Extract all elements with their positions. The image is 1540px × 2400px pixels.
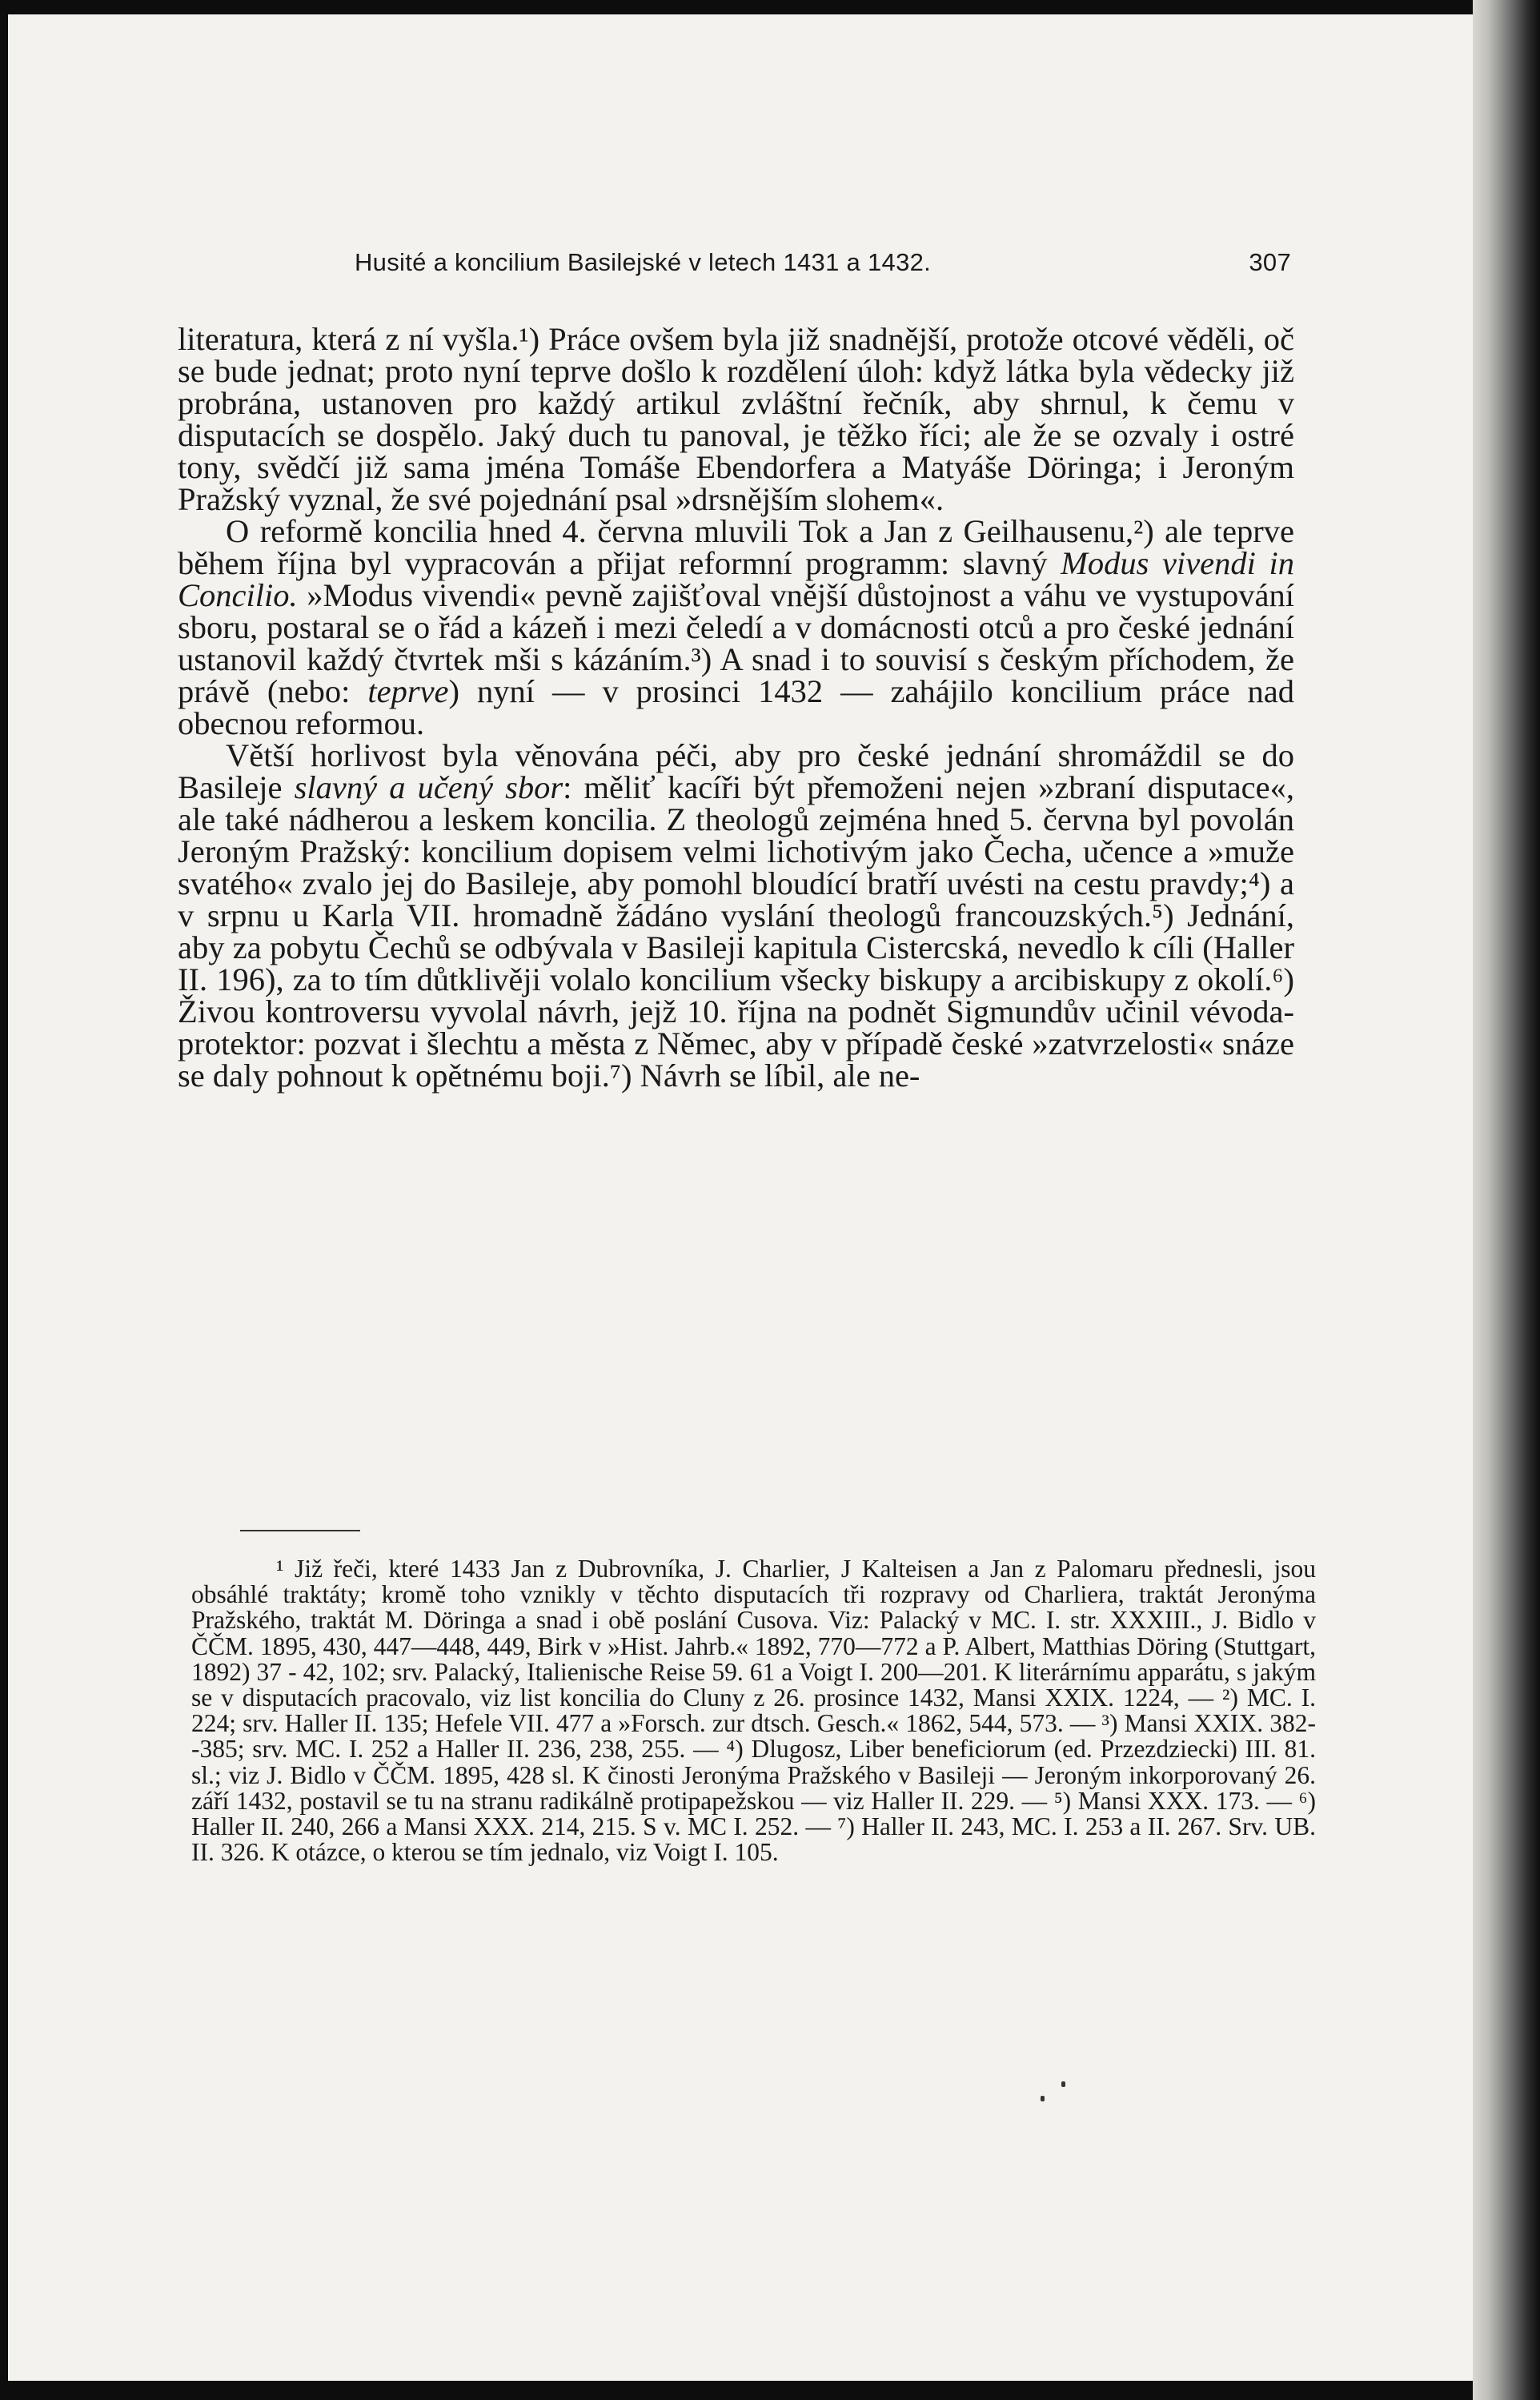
print-speck <box>1041 2096 1045 2101</box>
running-title: Husité a koncilium Basilejské v letech 1431 a 1432. <box>355 248 932 276</box>
paragraph-2-part-c: ) nyní — v prosinci 1432 — zahájilo koncilium práce nad obecnou reformou. <box>178 673 1294 741</box>
paragraph-2 <box>178 513 1294 741</box>
paragraph-1: literatura, která z ní vyšla.¹) Práce ovšem byla již snadnější, protože otcové věděli, oč se bude jednat; proto nyní teprve došlo k rozdělení úloh: když látka byla vědecky již probrána, ustanoven pro každý artikul zvláštní řečník, aby shrnul, k čemu v disputacích se dospělo. Jaký duch tu panoval, je těžko říci; ale že se ozvaly i ostré tony, svědčí již sama jména Tomáše Ebendorfera a Matyáše Döringa; i Jeroným Pražský vyznal, že své pojednání psal »drsnějším slohem«. <box>178 321 1294 517</box>
page-number: 307 <box>1249 248 1291 276</box>
running-header <box>355 247 1291 279</box>
footnote-text: ¹ Již řeči, které 1433 Jan z Dubrovníka, J. Charlier, J Kalteisen a Jan z Palomaru přednesli, jsou obsáhlé traktáty; kromě toho vznikly v těchto disputacích tři rozpravy od Charliera, traktát Jeronýma Pražského, traktát M. Döringa a snad i obě poslání Cusova. Viz: Palacký v MC. I. str. XXXIII., J. Bidlo v ČČM. 1895, 430, 447—448, 449, Birk v »Hist. Jahrb.« 1892, 770—772 a P. Albert, Matthias Döring (Stuttgart, 1892) 37 - 42, 102; srv. Palacký, Italienische Reise 59. 61 a Voigt I. 200—201. K literárnímu apparátu, s jakým se v disputacích pracovalo, viz list koncilia do Cluny z 26. prosince 1432, Mansi XXIX. 1224, — ²) MC. I. 224; srv. Haller II. 135; Hefele VII. 477 a »Forsch. zur dtsch. Gesch.« 1862, 544, 573. — ³) Mansi XXIX. 382--385; srv. MC. I. 252 a Haller II. 236, 238, 255. — ⁴) Dlugosz, Liber beneficiorum (ed. Przezdziecki) III. 81. sl.; viz J. Bidlo v ČČM. 1895, 428 sl. K činosti Jeronýma Pražského v Basileji — Jeroným inkorporovaný 26. září 1432, postavil se tu na stranu radikálně protipapežskou — viz Haller II. 229. — ⁵) Mansi XXX. 173. — ⁶) Haller II. 240, 266 a Mansi XXX. 214, 215. S v. MC I. 252. — ⁷) Haller II. 243, MC. I. 253 a II. 267. Srv. UB. II. 326. K otázce, o kterou se tím jednalo, viz Voigt I. 105. <box>191 1555 1316 1867</box>
paragraph-3-part-a: Větší horlivost byla věnována péči, aby pro české jednání shromáždil se do Basileje <box>178 737 1294 805</box>
book-spine-shadow <box>1473 0 1540 2400</box>
book-page <box>8 14 1473 2381</box>
italic-title-modus-vivendi: Modus vivendi in Concilio. <box>178 545 1294 613</box>
italic-slavny-sbor: slavný a učený sbor <box>294 769 563 805</box>
paragraph-2-part-a: O reformě koncilia hned 4. června mluvili Tok a Jan z Geilhausenu,²) ale teprve během října byl vypracován a přijat reformní programm: slavný <box>178 513 1294 581</box>
italic-teprve: teprve <box>367 673 449 709</box>
paragraph-2-part-b: »Modus vivendi« pevně zajišťoval vnější důstojnost a váhu ve vystupování sboru, postaral se o řád a kázeň i mezi čeledí a v domácnosti otců a pro české jednání ustanovil každý čtvrtek mši s kázáním.³) A snad i to souvisí s českým příchodem, že právě (nebo: <box>178 577 1294 709</box>
main-text <box>178 323 1294 1092</box>
paragraph-3-part-b: : měliť kacíři být přemoženi nejen »zbraní disputace«, ale také nádherou a leskem koncilia. Z theologů zejména hned 5. června byl povolán Jeroným Pražský: koncilium dopisem velmi lichotivým jako Čecha, učence a »muže svatého« zvalo jej do Basileje, aby pomohl bloudící bratří uvésti na cestu pravdy;⁴) a v srpnu u Karla VII. hromadně žádáno vyslání theologů francouzských.⁵) Jednání, aby za pobytu Čechů se odbývala v Basileji kapitula Cistercská, nevedlo k cíli (Haller II. 196), za to tím důtklivěji volalo koncilium všecky biskupy a arcibiskupy z okolí.⁶) Živou kontroversu vyvolal návrh, jejž 10. října na podnět Sigmundův učinil vévoda-protektor: pozvat i šlechtu a města z Němec, aby v případě české »zatvrzelosti« snáze se daly pohnout k opětnému boji.⁷) Návrh se líbil, ale ne- <box>178 769 1294 1094</box>
footnotes <box>191 1556 1316 1865</box>
footnote-divider <box>240 1530 360 1531</box>
paragraph-3 <box>178 737 1294 1094</box>
print-speck <box>1061 2081 1065 2087</box>
